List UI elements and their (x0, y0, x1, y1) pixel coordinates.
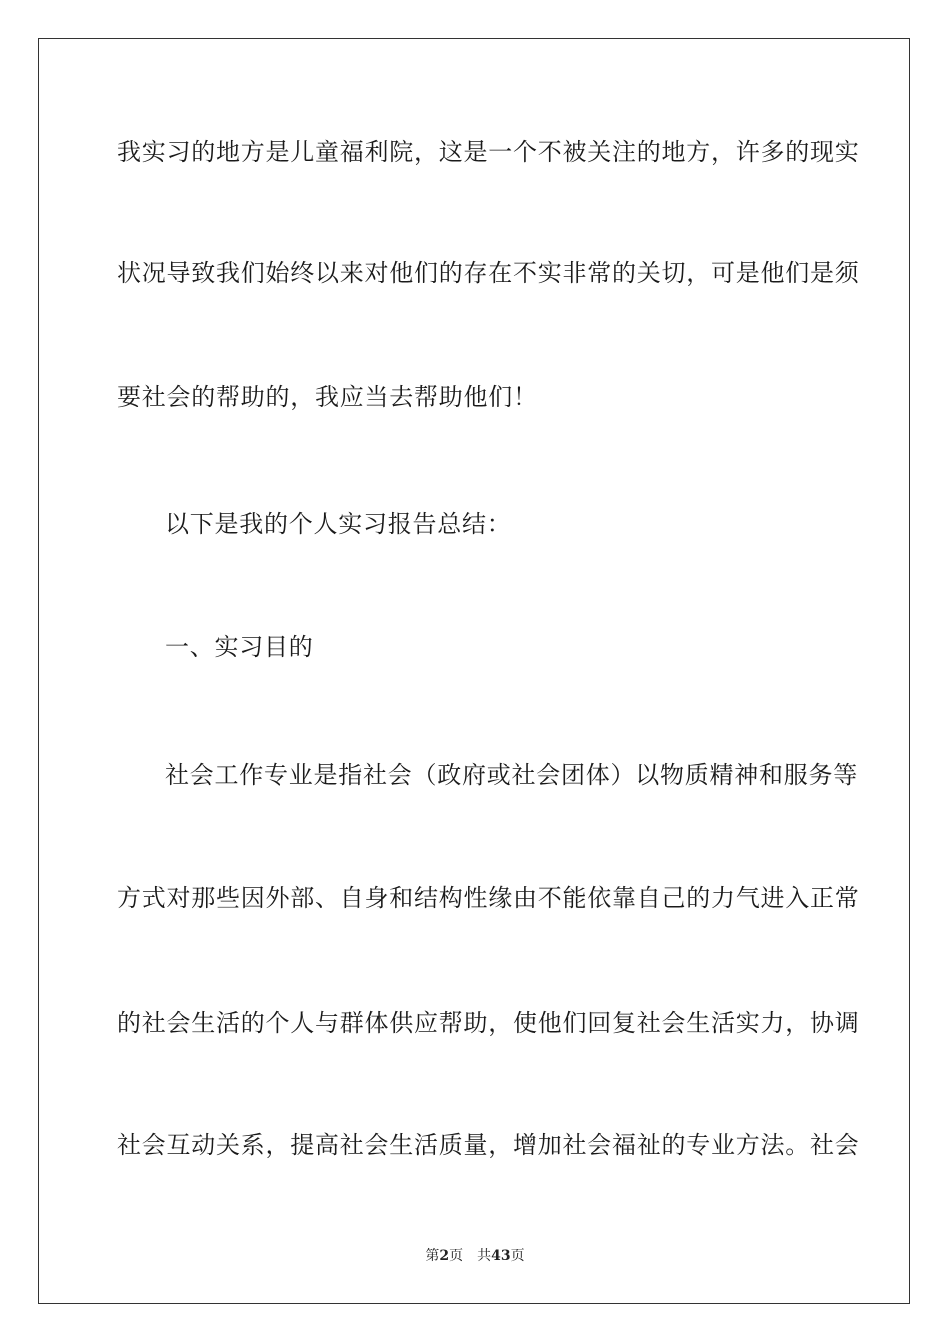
page-footer (0, 1246, 950, 1266)
paragraph-line: 以下是我的个人实习报告总结： (165, 510, 512, 538)
paragraph-line: 方式对那些因外部、自身和结构性缘由不能依靠自己的力气进入正常 (117, 884, 860, 912)
paragraph-line: 社会互动关系，提高社会生活质量，增加社会福祉的专业方法。社会 (117, 1131, 860, 1159)
paragraph-line: 社会工作专业是指社会（政府或社会团体）以物质精神和服务等 (165, 761, 858, 789)
paragraph-line: 状况导致我们始终以来对他们的存在不实非常的关切，可是他们是须 (117, 259, 860, 287)
section-heading: 一、实习目的 (165, 633, 314, 661)
paragraph-line: 的社会生活的个人与群体供应帮助，使他们回复社会生活实力，协调 (117, 1009, 860, 1037)
page-prefix: 第 (425, 1248, 440, 1264)
total-unit: 页 (510, 1248, 525, 1264)
paragraph-line: 我实习的地方是儿童福利院，这是一个不被关注的地方，许多的现实 (117, 138, 860, 166)
page-border (38, 38, 910, 1304)
total-prefix: 共 (477, 1248, 492, 1264)
page-unit: 页 (449, 1248, 464, 1264)
page-number: 2 (439, 1248, 450, 1264)
paragraph-line: 要社会的帮助的，我应当去帮助他们！ (117, 383, 538, 411)
total-pages: 43 (491, 1248, 511, 1264)
